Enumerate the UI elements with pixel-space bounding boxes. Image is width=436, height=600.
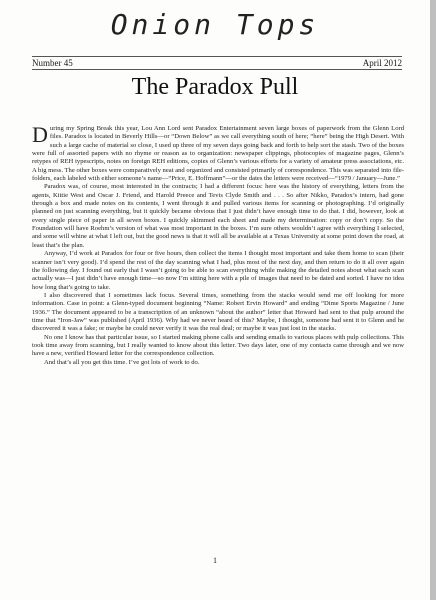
issue-bar: [32, 56, 402, 70]
article-paragraph: Paradox was, of course, most interested in the contracts; I had a different focus: here was the history of everything, letters from the agents, Kittie West and Oscar J. Friend, and Harold Preece and Tevis Clyde Smith and . . . So after Nikko, Paradox’s intern, had gone through a box and made notes on its contents, I went through it and pulled various items for scanning or photographing. I’d originally planned on just scanning everything, but it quickly became obvious that I just didn’t have enough time to do that. I did, however, look at every single piece of paper in all seven boxes. I quickly skimmed each sheet and made my determination: copy or don’t copy. So the Foundation will have Roehm’s version of what was most important in the boxes. I’m sure others wouldn’t agree with everything I selected, and some will whine at what I left out, but the good news is that it will all be available at a Texas University at some point down the road, at least that’s the plan.: [32, 183, 404, 249]
article-body: [32, 122, 404, 367]
issue-number: Number 45: [32, 58, 73, 68]
article-paragraph: And that’s all you get this time. I’ve got lots of work to do.: [44, 358, 200, 366]
masthead-title: Onion Tops: [110, 8, 320, 41]
issue-date: April 2012: [362, 58, 402, 68]
page-number: 1: [213, 556, 217, 565]
article-paragraph: I also discovered that I sometimes lack focus. Several times, something from the stacks would send me off looking for more information. Case in point: a Glenn-typed document beginning “Name: Robert Ervin Howard” and ending “Dime Sports Magazine / June 1936.” The document appeared to be a transcription of an unknown “about the author” letter that Howard had sent to that pulp around the time that “Iron-Jaw” was published (April 1936). Why had we never heard of this? Maybe, I thought, someone had sent it to Glenn and he discovered it was a fake; or maybe he could never verify it was the real deal; or maybe it was just lost in the stacks.: [32, 291, 404, 333]
article-paragraph: No one I know has that particular issue, so I started making phone calls and sending emails to various places with pulp collections. This took time away from scanning, but I really wanted to know about this letter. Two days later, one of my contacts came through and we now have a new, verified Howard letter for the correspondence collection.: [32, 333, 404, 358]
paragraph-text: uring my Spring Break this year, Lou Ann Lord sent Paradox Entertainment seven large boxes of paperwork from the Glenn Lord files. Paradox is located in Beverly Hills—or “Down Below” as we call everything south of here; “here” being the High Desert. With such a large cache of material so close, I used up three of my seven days going back and forth to help sort the stash. Two of the boxes were full of assorted papers with no rhyme or reason as to organization: newspaper clippings, photocopies of magazine pages, Glenn’s retypes of REH typescripts, notes on foreign REH editions, copies of Glenn’s various efforts for a variety of amateur press associations, etc. A big mess. The other boxes were comparatively neat and organized and consisted primarily of correspondence. This was separated into file-folders, each labeled with either someone’s name—“Price, E. Hoffmann”—or the dates the letters were received—“1979 / January—June.”: [32, 125, 404, 183]
drop-cap: D: [32, 122, 48, 147]
article-title: The Paradox Pull: [131, 74, 299, 100]
article-paragraph: [32, 122, 404, 183]
article-paragraph: Anyway, I’d work at Paradox for four or five hours, then collect the items I thought most important and take them home to scan (their scanner isn’t very good). I’d spend the rest of the day scanning what I had, plus most of the next day, and then return to do it all over again the following day. I found out early that I wasn’t going to be able to scan everything while making the detailed notes about what each scan actually was—I just didn’t have enough time—so now I’m sitting here with a pile of images that need to be dated and sorted. I have no idea how long that’s going to take.: [32, 250, 404, 291]
